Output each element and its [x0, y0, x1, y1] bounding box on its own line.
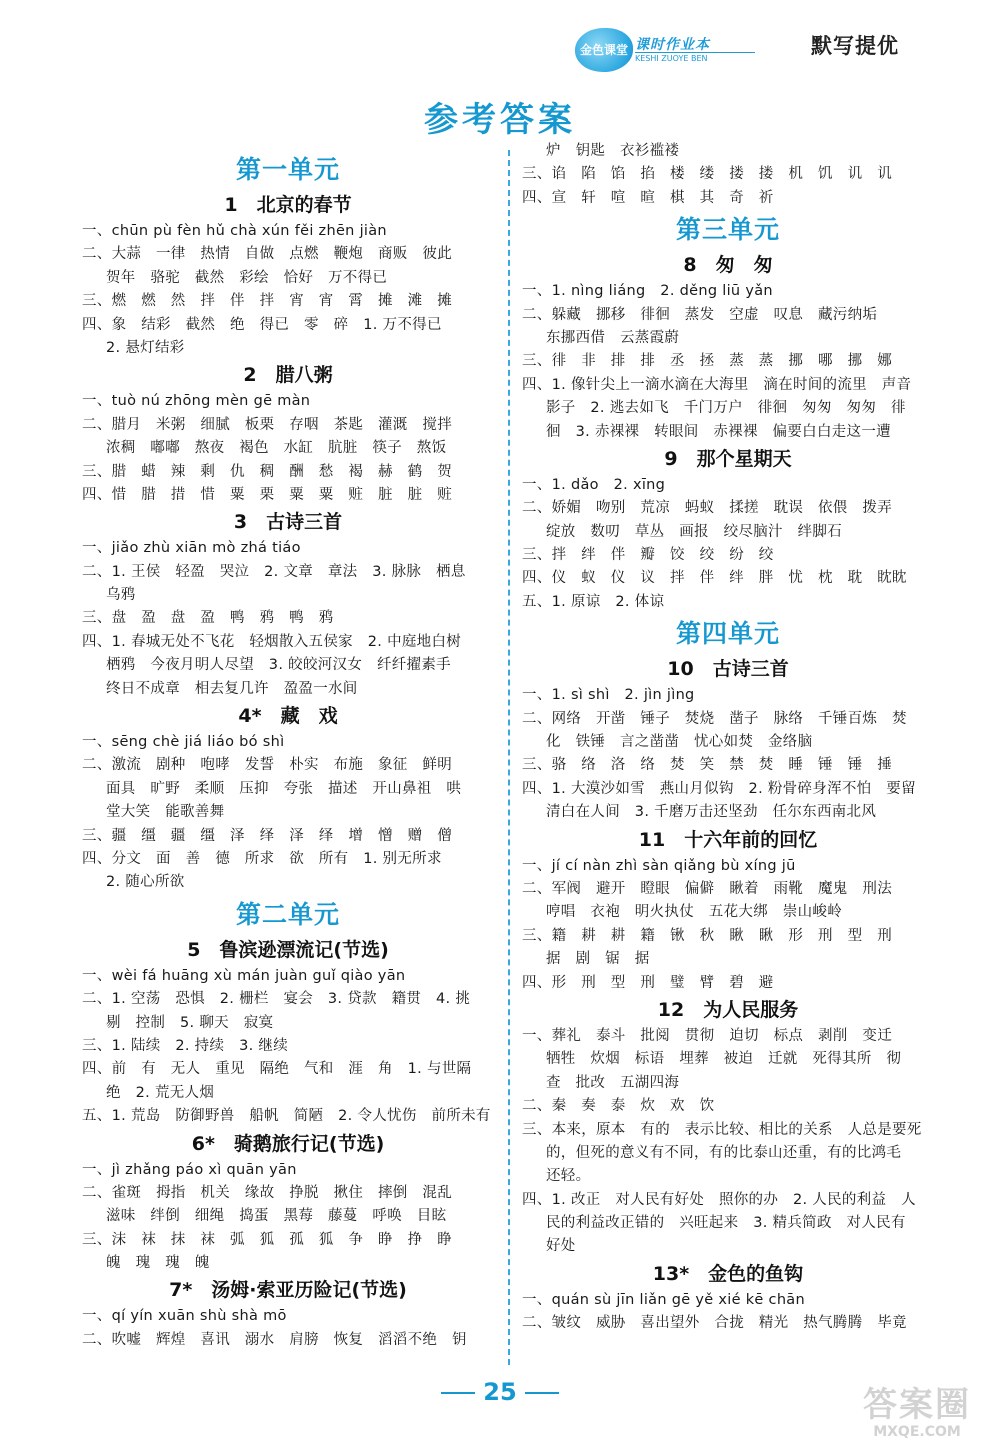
answer-line: 三、骆 络 洛 络 焚 笑 禁 焚 睡 锤 锤 捶 [522, 757, 892, 774]
answer-line: 的，但死的意义有不同，有的比泰山还重，有的比鸿毛 [546, 1144, 902, 1161]
answer-line: 影子 2. 逃去如飞 千门万户 徘徊 匆匆 匆匆 徘 [546, 400, 906, 417]
answer-line: 四、1. 像针尖上一滴水滴在大海里 滴在时间的流里 声音 [522, 376, 912, 393]
answer-line: 一、chūn pù fèn hǔ chà xún fěi zhēn jiàn [82, 223, 387, 239]
answer-line: 一、1. dǎo 2. xīng [522, 476, 666, 493]
answer-line: 二、秦 奏 泰 炊 欢 饮 [522, 1098, 715, 1115]
answer-line: 栖鸦 今夜月明人尽望 3. 皎皎河汉女 纤纤擢素手 [106, 657, 451, 674]
unit-heading: 第四单元 [675, 619, 780, 649]
answer-line: 还轻。 [546, 1168, 591, 1185]
answer-line: 滋味 绊倒 细绳 捣蛋 黑莓 藤蔓 呼唤 目眩 [106, 1208, 447, 1225]
answer-line: 四、惜 腊 措 惜 粟 栗 粟 粟 赃 脏 脏 赃 [82, 486, 452, 503]
lesson-title: 12 为人民服务 [657, 998, 799, 1021]
answer-line: 剔 控制 5. 聊天 寂寞 [106, 1014, 274, 1031]
page-number-dash-right [525, 1392, 559, 1394]
watermark-cn: 答案圈 [863, 1385, 971, 1425]
answer-line: 2. 悬灯结彩 [106, 339, 185, 356]
brand-logo-text: 金色课堂 [579, 43, 628, 57]
answer-line: 四、1. 春城无处不飞花 轻烟散入五侯家 2. 中庭地白树 [82, 633, 462, 650]
brand-logo-icon [575, 28, 633, 72]
answer-line: 四、宣 轩 喧 暄 棋 其 奇 祈 [522, 189, 774, 206]
answer-line: 三、徘 非 排 排 丞 拯 蒸 蒸 挪 哪 挪 娜 [522, 353, 892, 370]
answer-line: 三、籍 耕 耕 籍 锹 秋 瞅 瞅 形 刑 型 刑 [522, 927, 892, 944]
unit-heading: 第三单元 [675, 215, 780, 245]
lesson-title: 9 那个星期天 [664, 447, 792, 470]
answer-line: 二、皱纹 威胁 喜出望外 合拢 精光 热气腾腾 毕竟 [522, 1315, 907, 1332]
answer-line: 二、军阀 避开 瞪眼 偏僻 瞅着 雨靴 魔鬼 刑法 [522, 880, 892, 897]
answer-line: 一、sēng chè jiá liáo bó shì [82, 734, 285, 751]
lesson-title: 3 古诗三首 [233, 511, 343, 534]
book-title: 默写提优 [811, 34, 899, 58]
page-title: 参考答案 [424, 100, 576, 140]
answer-line: 二、大蒜 一律 热情 自做 点燃 鞭炮 商贩 彼此 [82, 246, 452, 263]
answer-line: 一、tuò nú zhōng mèn gē màn [82, 393, 311, 410]
lesson-title: 2 腊八粥 [243, 364, 333, 387]
answer-line: 四、象 结彩 截然 绝 得已 零 碎 1. 万不得已 [82, 316, 442, 333]
answer-line: 好处 [546, 1238, 576, 1255]
lesson-title: 6* 骑鹅旅行记(节选) [191, 1132, 385, 1155]
answer-line: 一、1. sì shì 2. jìn jìng [522, 687, 695, 704]
lesson-title: 7* 汤姆·索亚历险记(节选) [169, 1279, 407, 1302]
page-number-text: 25 [483, 1378, 517, 1406]
answer-line: 二、吹嘘 辉煌 喜讯 溺水 肩膀 恢复 滔滔不绝 钥 [82, 1331, 467, 1348]
lesson-title: 4* 藏 戏 [238, 705, 338, 728]
lesson-title: 13* 金色的鱼钩 [652, 1262, 804, 1285]
answer-line: 四、仪 蚁 仪 议 拌 伴 绊 胖 忧 枕 耽 眈眈 [522, 570, 907, 587]
answer-line: 魄 瑰 瑰 魄 [106, 1255, 210, 1272]
answer-line: 一、quán sù jīn liǎn gē yě xié kē chān [522, 1291, 805, 1308]
answer-line: 三、沫 袜 抹 袜 弧 狐 孤 狐 争 睁 挣 睁 [82, 1231, 452, 1248]
unit-heading: 第二单元 [235, 899, 340, 929]
answer-line: 清白在人间 3. 千磨万击还坚劲 任尔东西南北风 [546, 804, 877, 821]
answer-line: 一、葬礼 泰斗 批阅 贯彻 迫切 标点 剥削 变迁 [522, 1027, 892, 1044]
answer-line: 二、躲藏 挪移 徘徊 蒸发 空虚 叹息 藏污纳垢 [522, 306, 878, 323]
site-watermark [842, 1386, 992, 1446]
answer-line: 一、1. nìng liáng 2. děng liū yǎn [522, 283, 773, 300]
answer-line: 贺年 骆驼 截然 彩绘 恰好 万不得已 [106, 269, 388, 286]
page-number-dash-left [441, 1392, 475, 1394]
answer-line: 四、形 刑 型 刑 璧 臂 碧 避 [522, 974, 774, 991]
answer-line: 一、jí cí nàn zhì sàn qiǎng bù xíng jū [522, 857, 796, 874]
answer-line: 民的利益改正错的 兴旺起来 3. 精兵简政 对人民有 [546, 1215, 906, 1232]
answer-line: 四、1. 改正 对人民有好处 照你的办 2. 人民的利益 人 [522, 1191, 916, 1208]
answer-line: 三、盘 盈 盘 盈 鸭 鸦 鸭 鸦 [82, 610, 334, 627]
answer-line: 一、wèi fá huāng xù mán juàn guǐ qiào yān [82, 967, 406, 984]
answer-line: 一、qí yín xuān shù shà mō [82, 1308, 287, 1325]
answer-line: 绽放 数叨 草丛 画报 绞尽脑汁 绊脚石 [546, 523, 842, 540]
answer-column-left [82, 150, 494, 1352]
answer-line: 二、激流 剧种 咆哮 发誓 朴实 布施 象征 鲜明 [82, 757, 452, 774]
answer-line: 三、谄 陷 馅 掐 楼 缕 搂 搂 机 饥 讥 讥 [522, 166, 892, 183]
lesson-title: 1 北京的春节 [224, 194, 352, 216]
answer-line: 化 铁锤 言之凿凿 忧心如焚 金络脑 [546, 734, 813, 751]
answer-line: 二、1. 空荡 恐惧 2. 栅栏 宴会 3. 贷款 籍贯 4. 挑 [82, 991, 471, 1008]
answer-line: 五、1. 荒岛 防御野兽 船帆 简陋 2. 令人忧伤 前所未有 [82, 1108, 491, 1125]
unit-heading: 第一单元 [235, 155, 340, 184]
answer-column-right [522, 140, 934, 1336]
answer-line: 查 批改 五湖四海 [546, 1074, 680, 1091]
answer-line: 二、雀斑 拇指 机关 缘故 挣脱 揪住 摔倒 混乱 [82, 1184, 452, 1201]
answer-line: 绝 2. 荒无人烟 [106, 1084, 215, 1101]
answer-line: 四、1. 大漠沙如雪 燕山月似钩 2. 粉骨碎身浑不怕 要留 [522, 780, 916, 797]
answer-line: 三、腊 蜡 辣 剩 仇 稠 酬 愁 褐 赫 鹤 贺 [82, 463, 452, 480]
answer-line: 乌鸦 [106, 587, 136, 604]
watermark-en: MXQE.COM [873, 1424, 961, 1440]
answer-line: 2. 随心所欲 [106, 874, 185, 891]
answer-line: 三、拌 绊 伴 瓣 饺 绞 纷 绞 [522, 547, 774, 564]
answer-line: 堂大笑 能歌善舞 [106, 804, 225, 821]
answer-line: 一、jiǎo zhù xiān mò zhá tiáo [82, 540, 301, 557]
answer-line: 哼唱 衣袍 明火执仗 五花大绑 崇山峻岭 [546, 904, 842, 921]
column-divider [508, 150, 510, 1365]
answer-line: 五、1. 原谅 2. 体谅 [522, 593, 665, 610]
answer-line: 浓稠 嘟嘟 熬夜 褐色 水缸 肮脏 筷子 熬饭 [106, 440, 447, 457]
page-header [575, 28, 1000, 78]
answer-line: 二、娇媚 吻别 荒凉 蚂蚁 揉搓 耽误 依偎 拨弄 [522, 500, 892, 517]
answer-line: 四、前 有 无人 重见 隔绝 气和 涯 角 1. 与世隔 [82, 1061, 472, 1078]
answer-line: 徊 3. 赤裸裸 转眼间 赤裸裸 偏要白白走这一遭 [546, 423, 891, 440]
answer-line: 牺牲 炊烟 标语 埋葬 被迫 迁就 死得其所 彻 [546, 1051, 902, 1068]
series-title: 课时作业本 [635, 37, 710, 53]
answer-line: 终日不成章 相去复几许 盈盈一水间 [106, 680, 358, 697]
lesson-title: 5 鲁滨逊漂流记(节选) [187, 938, 389, 961]
answer-line: 二、腊月 米粥 细腻 板栗 存咽 茶匙 灌溉 搅拌 [82, 416, 452, 433]
answer-line: 三、疆 缰 疆 缰 泽 绎 泽 绎 增 憎 赠 僧 [82, 827, 452, 844]
answer-line: 东挪西借 云蒸霞蔚 [546, 329, 680, 346]
answer-line: 面具 旷野 柔顺 压抑 夸张 描述 开山鼻祖 哄 [106, 780, 462, 797]
answer-line: 据 剧 锯 据 [546, 951, 650, 968]
answer-line: 一、jì zhǎng páo xì quān yān [82, 1161, 297, 1178]
answer-line: 炉 钥匙 衣衫褴褛 [546, 143, 680, 159]
answer-line: 三、本来，原本 有的 表示比较、相比的关系 人总是要死 [522, 1121, 922, 1138]
answer-line: 二、1. 王侯 轻盈 哭泣 2. 文章 章法 3. 脉脉 栖息 [82, 563, 466, 580]
answer-line: 四、分文 面 善 德 所求 欲 所有 1. 别无所求 [82, 850, 442, 867]
series-title-en: KESHI ZUOYE BEN [635, 52, 755, 63]
answer-line: 二、网络 开凿 锤子 焚烧 凿子 脉络 千锤百炼 焚 [522, 710, 907, 727]
lesson-title: 10 古诗三首 [667, 658, 789, 681]
lesson-title: 11 十六年前的回忆 [638, 828, 818, 851]
lesson-title: 8 匆 匆 [683, 254, 773, 277]
answer-line: 三、燃 燃 然 拌 伴 拌 宵 宵 霄 摊 滩 摊 [82, 293, 452, 310]
answer-line: 三、1. 陆续 2. 持续 3. 继续 [82, 1037, 289, 1054]
